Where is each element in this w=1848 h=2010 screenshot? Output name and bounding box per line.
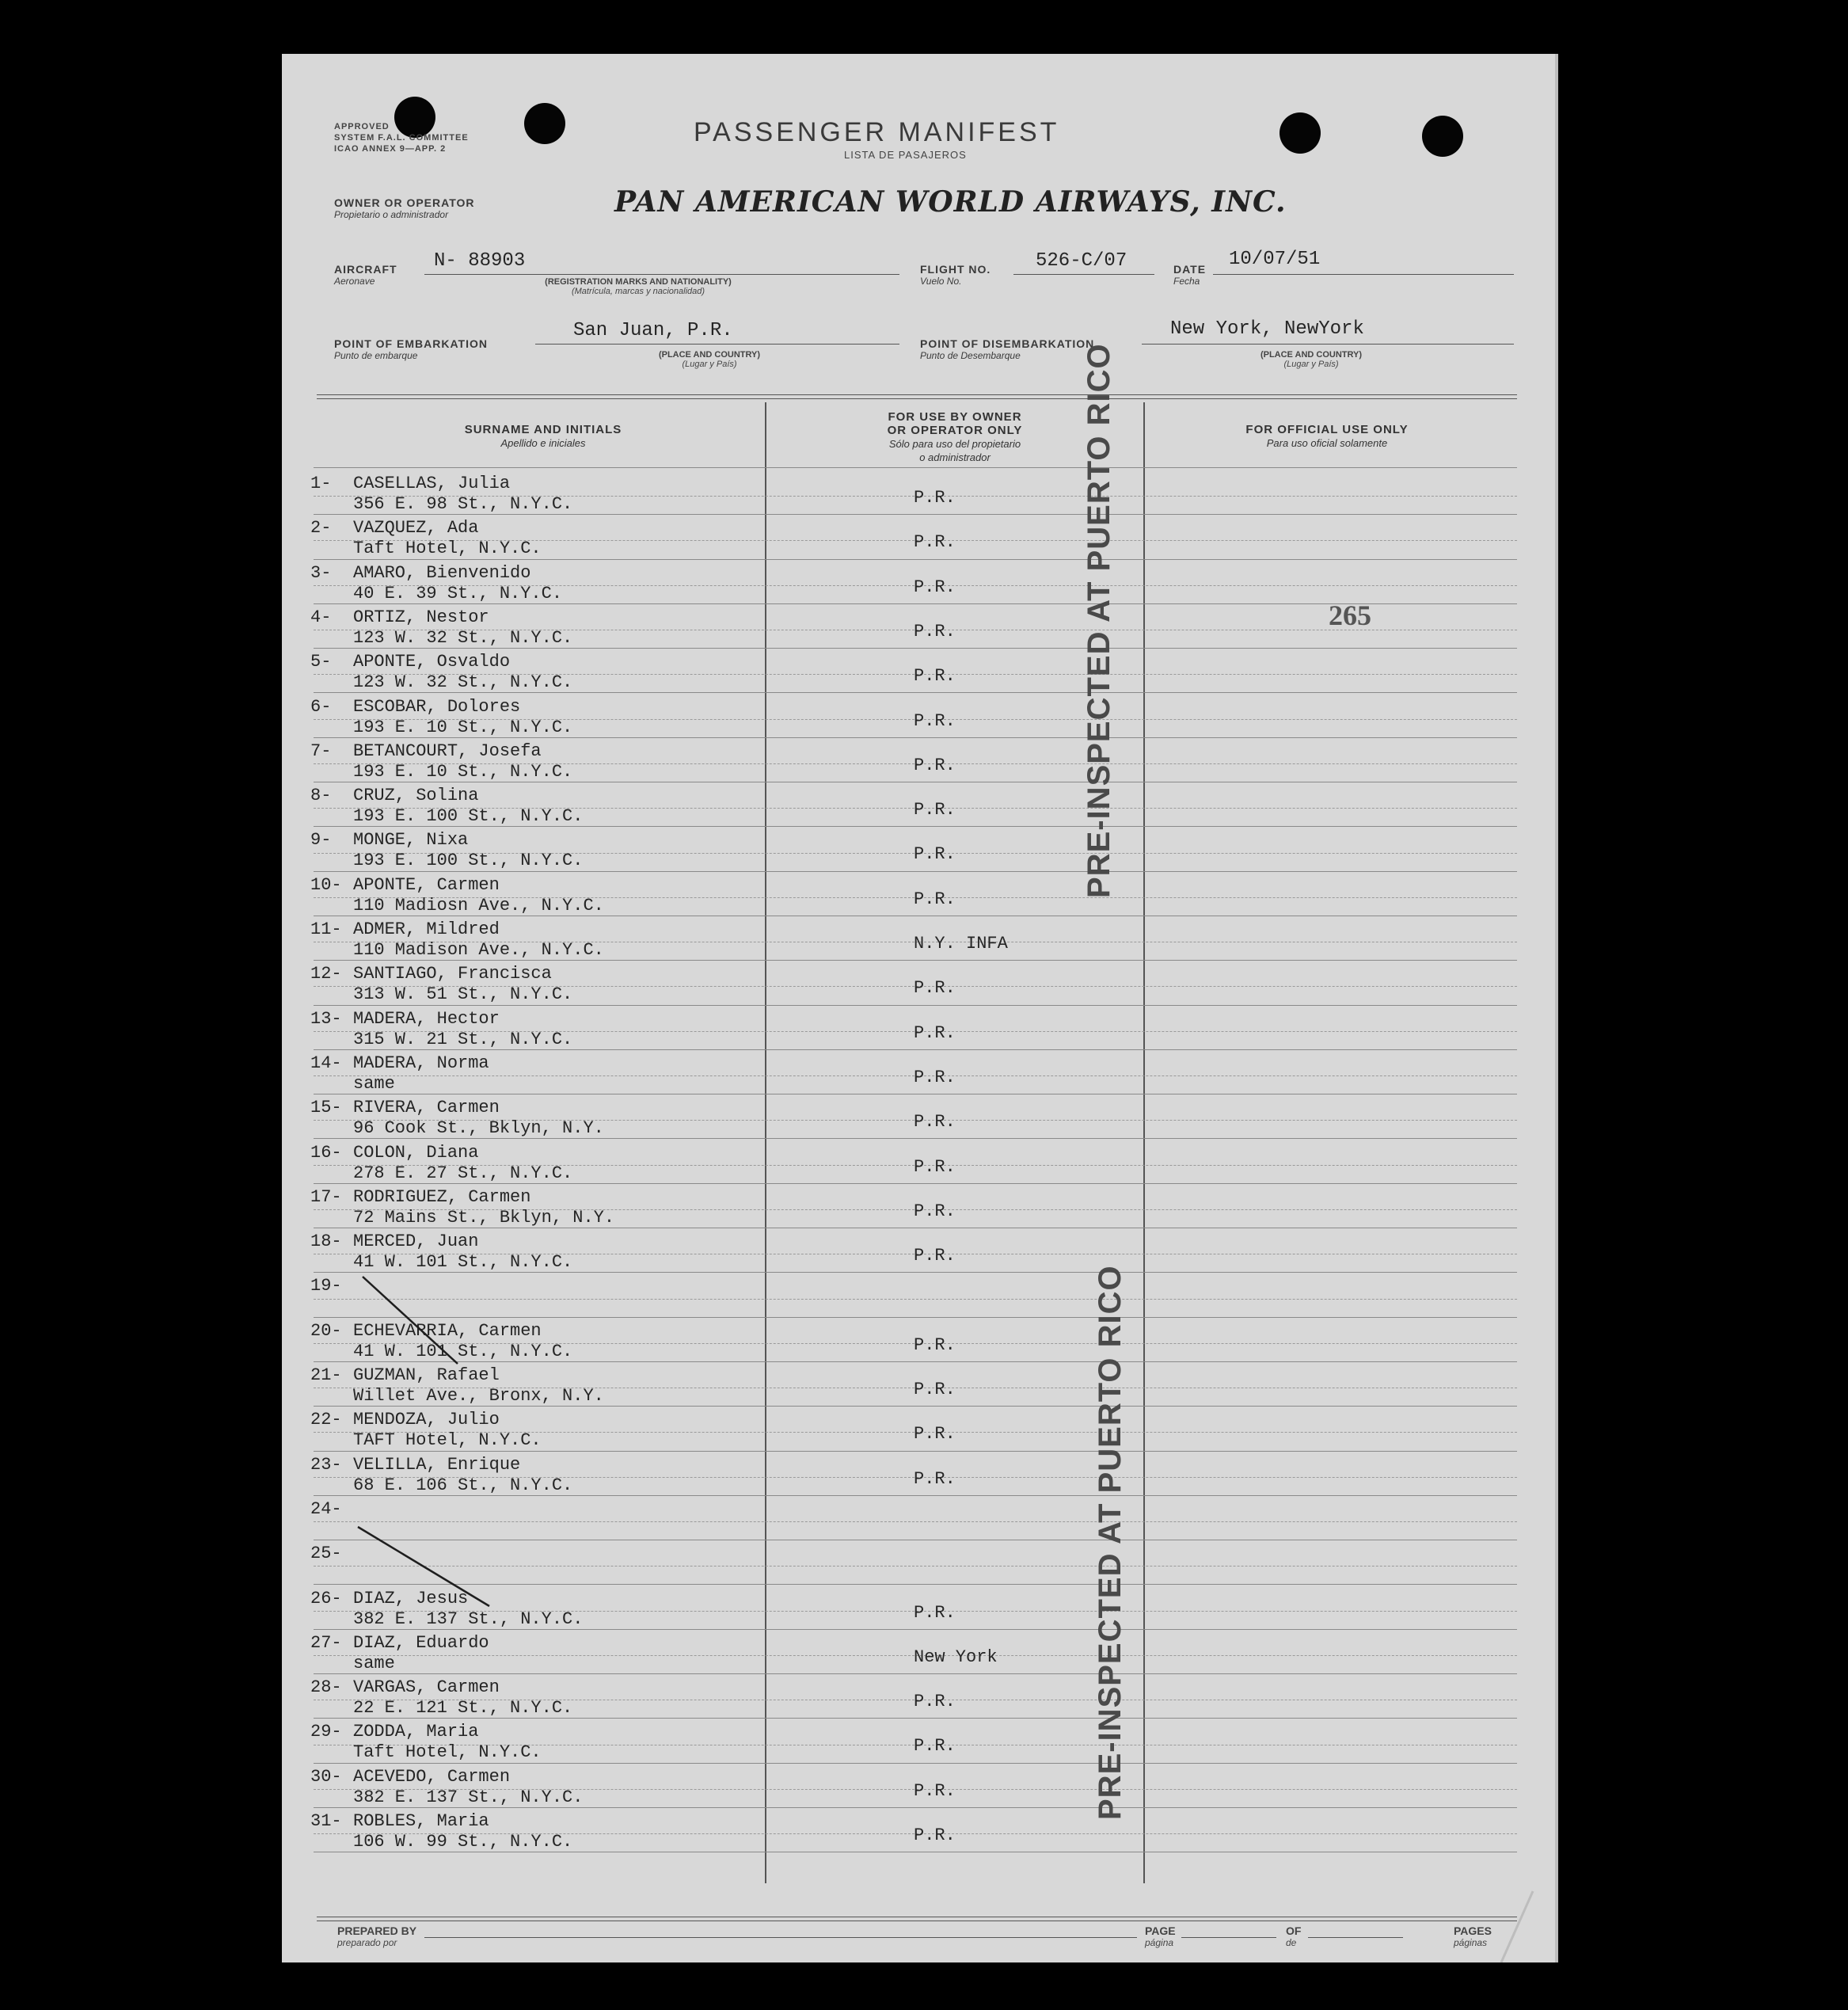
passenger-residence-code: P.R. <box>914 1156 956 1177</box>
approval-line-2: SYSTEM F.A.L. COMMITTEE <box>334 133 469 143</box>
disembarkation-label-es: Punto de Desembarque <box>920 350 1021 361</box>
passenger-residence-code: P.R. <box>914 1825 956 1845</box>
disembarkation-caption-text: (PLACE AND COUNTRY) <box>1260 350 1363 360</box>
passenger-address: 193 E. 100 St., N.Y.C. <box>353 806 584 827</box>
passenger-residence-code: P.R. <box>914 1022 956 1043</box>
manifest-sheet <box>282 54 1558 1962</box>
passenger-number: 14- <box>310 1053 342 1073</box>
aircraft-caption-text: (REGISTRATION MARKS AND NATIONALITY) <box>545 277 732 287</box>
passenger-number: 21- <box>310 1365 342 1385</box>
prepared-by-label <box>337 1924 416 1948</box>
passenger-name: CRUZ, Solina <box>353 786 479 806</box>
passenger-number: 18- <box>310 1232 342 1252</box>
passenger-address: 315 W. 21 St., N.Y.C. <box>353 1029 573 1049</box>
passenger-name: MADERA, Hector <box>353 1008 500 1029</box>
passenger-address: 193 E. 10 St., N.Y.C. <box>353 761 573 782</box>
passenger-address: 40 E. 39 St., N.Y.C. <box>353 583 563 603</box>
prepared-by-es: preparado por <box>337 1937 397 1948</box>
passenger-address: Taft Hotel, N.Y.C. <box>353 539 542 559</box>
passenger-name: MERCED, Juan <box>353 1232 479 1252</box>
passenger-name: VELILLA, Enrique <box>353 1454 521 1475</box>
passenger-number: 9- <box>310 830 332 851</box>
passenger-residence-code: P.R. <box>914 755 956 775</box>
passenger-name: APONTE, Osvaldo <box>353 652 511 672</box>
passenger-address: 193 E. 10 St., N.Y.C. <box>353 717 573 737</box>
column-heading-owner-use-es-2: o administrador <box>919 451 991 463</box>
pre-inspected-stamp: PRE-INSPECTED AT PUERTO RICO <box>1082 343 1116 898</box>
pages-label-text: PAGES <box>1454 1924 1492 1937</box>
passenger-name: RODRIGUEZ, Carmen <box>353 1186 531 1207</box>
passenger-number: 12- <box>310 964 342 984</box>
footer-rule <box>317 1917 1517 1921</box>
passenger-residence-code: P.R. <box>914 1468 956 1489</box>
passenger-residence-code: P.R. <box>914 1201 956 1221</box>
passenger-number: 13- <box>310 1008 342 1029</box>
column-heading-surname-es: Apellido e iniciales <box>500 437 586 449</box>
flight-value: 526-C/07 <box>1036 250 1127 272</box>
passenger-name: COLON, Diana <box>353 1142 479 1163</box>
passenger-residence-code: P.R. <box>914 710 956 731</box>
passenger-number: 31- <box>310 1811 342 1831</box>
passenger-residence-code: P.R. <box>914 1780 956 1801</box>
passenger-residence-code: P.R. <box>914 1736 956 1757</box>
passenger-number: 22- <box>310 1410 342 1430</box>
passenger-number: 27- <box>310 1632 342 1653</box>
passenger-address: 110 Madiosn Ave., N.Y.C. <box>353 895 604 916</box>
passenger-residence-code: P.R. <box>914 666 956 687</box>
passenger-address: 68 E. 106 St., N.Y.C. <box>353 1475 573 1495</box>
passenger-name: ZODDA, Maria <box>353 1722 479 1742</box>
passenger-residence-code: P.R. <box>914 889 956 909</box>
passenger-address: 72 Mains St., Bklyn, N.Y. <box>353 1207 615 1228</box>
date-label-text: DATE <box>1173 263 1207 276</box>
column-heading-surname-text: SURNAME AND INITIALS <box>464 423 622 436</box>
page-label <box>1145 1924 1176 1948</box>
official-number: 265 <box>1329 600 1371 631</box>
passenger-number: 26- <box>310 1588 342 1608</box>
approval-line-3: ICAO ANNEX 9—APP. 2 <box>334 144 447 154</box>
page-underline <box>1181 1937 1276 1938</box>
passenger-residence-code: P.R. <box>914 1334 956 1355</box>
page-label-text: PAGE <box>1145 1924 1176 1937</box>
passenger-number: 20- <box>310 1320 342 1341</box>
passenger-residence-code: P.R. <box>914 1602 956 1623</box>
passenger-number: 5- <box>310 652 332 672</box>
passenger-address: 193 E. 100 St., N.Y.C. <box>353 851 584 871</box>
passenger-number: 11- <box>310 919 342 939</box>
embarkation-label-text: POINT OF EMBARKATION <box>334 337 488 350</box>
passenger-name: SANTIAGO, Francisca <box>353 964 552 984</box>
passenger-name: ESCOBAR, Dolores <box>353 696 521 717</box>
passenger-number: 19- <box>310 1276 342 1296</box>
passenger-name: MONGE, Nixa <box>353 830 469 851</box>
approval-line-1: APPROVED <box>334 122 390 131</box>
passenger-name: GUZMAN, Rafael <box>353 1365 500 1385</box>
pages-label <box>1454 1924 1492 1948</box>
embarkation-caption-text: (PLACE AND COUNTRY) <box>658 350 761 360</box>
owner-label-text: OWNER OR OPERATOR <box>334 196 475 209</box>
passenger-address: 123 W. 32 St., N.Y.C. <box>353 672 573 693</box>
owner-value: PAN AMERICAN WORLD AIRWAYS, INC. <box>614 185 1287 219</box>
passenger-name: ROBLES, Maria <box>353 1811 489 1831</box>
passenger-name: MENDOZA, Julio <box>353 1410 500 1430</box>
embarkation-caption-es: (Lugar y País) <box>682 360 737 369</box>
passenger-number: 7- <box>310 740 332 761</box>
passenger-residence-code: P.R. <box>914 1424 956 1445</box>
passenger-name: DIAZ, Eduardo <box>353 1632 489 1653</box>
disembarkation-label-text: POINT OF DISEMBARKATION <box>920 337 1095 350</box>
passenger-residence-code: New York <box>914 1646 998 1667</box>
of-label-text: OF <box>1286 1924 1302 1937</box>
passenger-number: 17- <box>310 1186 342 1207</box>
passenger-name: MADERA, Norma <box>353 1053 489 1073</box>
passenger-name: RIVERA, Carmen <box>353 1098 500 1118</box>
column-heading-official-es: Para uso oficial solamente <box>1266 437 1388 449</box>
passenger-name: CASELLAS, Julia <box>353 474 511 493</box>
passenger-address: Willet Ave., Bronx, N.Y. <box>353 1386 604 1406</box>
passenger-name: AMARO, Bienvenido <box>353 562 531 583</box>
passenger-name: VAZQUEZ, Ada <box>353 518 479 539</box>
aircraft-caption-es: (Matrícula, marcas y nacionalidad) <box>571 287 705 296</box>
date-label-es: Fecha <box>1173 276 1200 287</box>
passenger-residence-code: P.R. <box>914 1112 956 1133</box>
passenger-residence-code: P.R. <box>914 1067 956 1087</box>
of-label <box>1286 1924 1301 1948</box>
passenger-number: 3- <box>310 562 332 583</box>
passenger-number: 25- <box>310 1544 342 1564</box>
passenger-number: 1- <box>310 474 332 493</box>
passenger-number: 4- <box>310 607 332 627</box>
column-heading-owner-use-line-2: OR OPERATOR ONLY <box>887 424 1023 437</box>
passenger-address: Taft Hotel, N.Y.C. <box>353 1742 542 1763</box>
prepared-by-underline <box>424 1937 1137 1938</box>
column-heading-official-text: FOR OFFICIAL USE ONLY <box>1245 423 1409 436</box>
passenger-residence-code: P.R. <box>914 978 956 999</box>
passenger-number: 10- <box>310 874 342 895</box>
owner-label-es: Propietario o administrador <box>334 209 449 220</box>
cancellation-marks <box>282 54 1555 1962</box>
passenger-number: 29- <box>310 1722 342 1742</box>
passenger-address: same <box>353 1073 395 1094</box>
passenger-residence-code: P.R. <box>914 1692 956 1712</box>
passenger-name: APONTE, Carmen <box>353 874 500 895</box>
passenger-name: ECHEVARRIA, Carmen <box>353 1320 542 1341</box>
passenger-name: ORTIZ, Nestor <box>353 607 489 627</box>
cancel-stroke-24-25 <box>358 1527 489 1606</box>
passenger-name: DIAZ, Jesus <box>353 1588 469 1608</box>
passenger-number: 15- <box>310 1098 342 1118</box>
page-subtitle: LISTA DE PASAJEROS <box>844 149 967 161</box>
flight-label-text: FLIGHT NO. <box>920 263 991 276</box>
passenger-name: ACEVEDO, Carmen <box>353 1766 511 1787</box>
passenger-address: 382 E. 137 St., N.Y.C. <box>353 1787 584 1807</box>
passenger-number: 28- <box>310 1677 342 1698</box>
passenger-residence-code: P.R. <box>914 800 956 820</box>
passenger-address: TAFT Hotel, N.Y.C. <box>353 1430 542 1451</box>
passenger-address: 123 W. 32 St., N.Y.C. <box>353 627 573 648</box>
sheet-crease <box>1501 1891 1533 1962</box>
embarkation-label-es: Punto de embarque <box>334 350 418 361</box>
passenger-number: 23- <box>310 1454 342 1475</box>
passenger-address: 278 E. 27 St., N.Y.C. <box>353 1163 573 1183</box>
passenger-name: ADMER, Mildred <box>353 919 500 939</box>
of-label-es: de <box>1286 1937 1297 1948</box>
passenger-number: 30- <box>310 1766 342 1787</box>
pre-inspected-stamp: PRE-INSPECTED AT PUERTO RICO <box>1093 1265 1127 1820</box>
column-heading-owner-use-es-1: Sólo para uso del propietario <box>888 438 1021 450</box>
of-underline <box>1308 1937 1403 1938</box>
pages-label-es: páginas <box>1454 1937 1488 1948</box>
passenger-number: 6- <box>310 696 332 717</box>
passenger-address: 110 Madison Ave., N.Y.C. <box>353 940 604 960</box>
column-heading-owner-use-line-1: FOR USE BY OWNER <box>888 410 1022 424</box>
passenger-residence-code: N.Y. INFA <box>914 934 1008 954</box>
passenger-residence-code: P.R. <box>914 844 956 865</box>
disembarkation-caption-es: (Lugar y País) <box>1283 360 1339 369</box>
aircraft-label-text: AIRCRAFT <box>334 263 397 276</box>
passenger-address: 356 E. 98 St., N.Y.C. <box>353 494 573 514</box>
passenger-residence-code: P.R. <box>914 488 956 508</box>
passenger-number: 24- <box>310 1498 342 1519</box>
flight-label-es: Vuelo No. <box>920 276 962 287</box>
aircraft-label-es: Aeronave <box>334 276 375 287</box>
passenger-address: 41 W. 101 St., N.Y.C. <box>353 1252 573 1273</box>
passenger-residence-code: P.R. <box>914 621 956 641</box>
passenger-address: 41 W. 101 St., N.Y.C. <box>353 1341 573 1361</box>
passenger-number: 8- <box>310 786 332 806</box>
passenger-address: 96 Cook St., Bklyn, N.Y. <box>353 1118 604 1139</box>
passenger-address: 22 E. 121 St., N.Y.C. <box>353 1698 573 1719</box>
date-value: 10/07/51 <box>1229 249 1321 270</box>
passenger-number: 2- <box>310 518 332 539</box>
page-title: PASSENGER MANIFEST <box>694 117 1060 147</box>
cancel-stroke-19 <box>363 1277 458 1364</box>
embarkation-value: San Juan, P.R. <box>573 320 733 341</box>
passenger-residence-code: P.R. <box>914 577 956 597</box>
passenger-residence-code: P.R. <box>914 532 956 553</box>
aircraft-value: N- 88903 <box>434 250 526 272</box>
passenger-address: 382 E. 137 St., N.Y.C. <box>353 1608 584 1629</box>
disembarkation-value: New York, NewYork <box>1170 318 1364 340</box>
passenger-name: VARGAS, Carmen <box>353 1677 500 1698</box>
passenger-address: same <box>353 1653 395 1673</box>
page-label-es: página <box>1145 1937 1174 1948</box>
passenger-address: 313 W. 51 St., N.Y.C. <box>353 984 573 1005</box>
passenger-address: 106 W. 99 St., N.Y.C. <box>353 1832 573 1852</box>
passenger-residence-code: P.R. <box>914 1246 956 1266</box>
passenger-number: 16- <box>310 1142 342 1163</box>
prepared-by-text: PREPARED BY <box>337 1924 417 1937</box>
passenger-name: BETANCOURT, Josefa <box>353 740 542 761</box>
passenger-residence-code: P.R. <box>914 1380 956 1399</box>
